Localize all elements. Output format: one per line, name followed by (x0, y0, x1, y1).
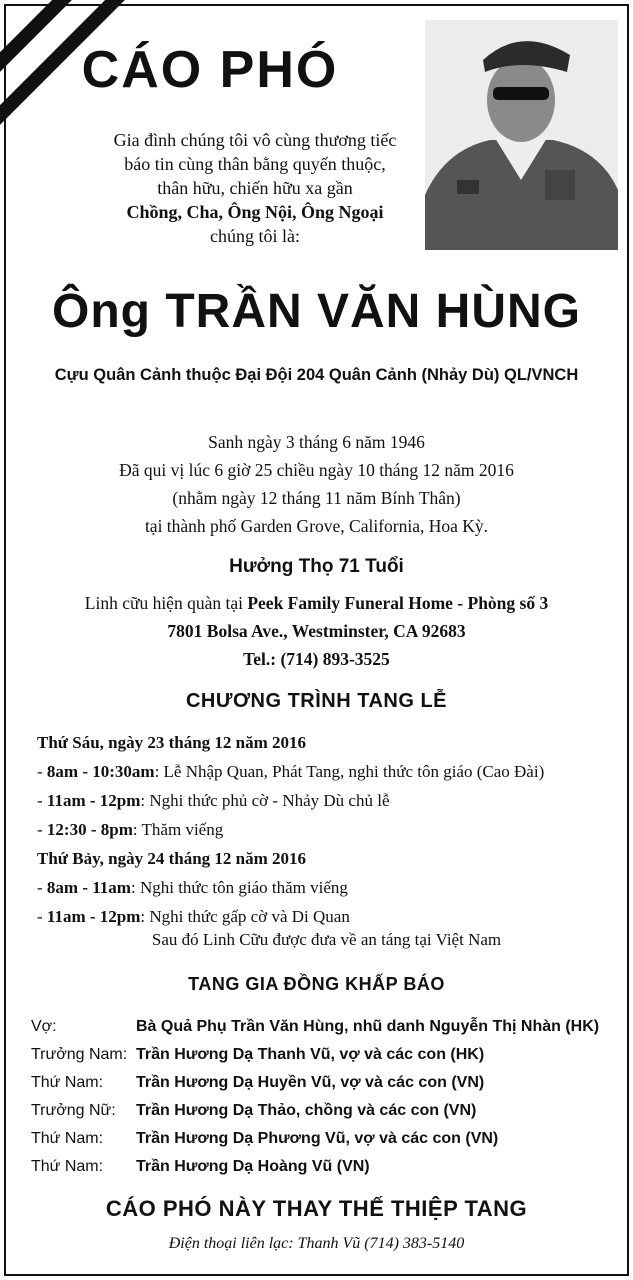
program-desc: : Lễ Nhập Quan, Phát Tang, nghi thức tôn giáo (Cao Đài) (154, 762, 545, 781)
page-title: CÁO PHÓ (81, 41, 339, 99)
program-day-2: Thứ Bảy, ngày 24 tháng 12 năm 2016 (37, 849, 307, 868)
footer-notice: CÁO PHÓ NÀY THAY THẾ THIỆP TANG (105, 1196, 528, 1221)
death-date: Đã qui vị lúc 6 giờ 25 chiều ngày 10 tháng 12 năm 2016 (119, 460, 514, 480)
deceased-service: Cựu Quân Cảnh thuộc Đại Đội 204 Quân Cảnh (Nhảy Dù) QL/VNCH (54, 366, 579, 384)
family-row (31, 1041, 599, 1069)
family-member: Trần Hương Dạ Phương Vũ, vợ và các con (VN) (136, 1130, 499, 1147)
program-time: 11am - 12pm (46, 791, 141, 810)
family-role: Trưởng Nam: (31, 1046, 128, 1063)
family-row (31, 1013, 599, 1041)
portrait-photo (425, 20, 618, 250)
viewing-block (0, 589, 633, 673)
birth-date: Sanh ngày 3 tháng 6 năm 1946 (208, 432, 425, 452)
family-role: Thứ Nam: (31, 1130, 104, 1147)
family-role: Thứ Nam: (31, 1074, 104, 1091)
family-row (31, 1069, 599, 1097)
viewing-venue-line (0, 589, 633, 617)
program-day-1: Thứ Sáu, ngày 23 tháng 12 năm 2016 (37, 733, 307, 752)
family-member: Trần Hương Dạ Hoàng Vũ (VN) (136, 1158, 370, 1175)
program-time: 12:30 - 8pm (46, 820, 133, 839)
program-desc: : Nghi thức tôn giáo thăm viếng (130, 878, 348, 897)
family-row (31, 1097, 599, 1125)
dates-block (0, 428, 633, 540)
deceased-name: Ông TRẦN VĂN HÙNG (52, 285, 581, 338)
death-place: tại thành phố Garden Grove, California, Hoa Kỳ. (144, 516, 489, 536)
program-item: - 8am - 10:30am: Lễ Nhập Quan, Phát Tang, nghi thức tôn giáo (Cao Đài) (37, 762, 545, 781)
intro-closing: chúng tôi là: (210, 226, 300, 246)
program-time: 11am - 12pm (46, 907, 141, 926)
family-member: Trần Hương Dạ Huyền Vũ, vợ và các con (VN) (136, 1074, 485, 1091)
program-desc: : Nghi thức gấp cờ và Di Quan (140, 907, 350, 926)
intro-line: thân hữu, chiến hữu xa gần (157, 178, 353, 198)
intro-line: Gia đình chúng tôi vô cùng thương tiếc (113, 130, 397, 150)
program-list (37, 728, 627, 931)
family-role: Vợ: (31, 1018, 57, 1035)
family-member: Bà Quả Phụ Trần Văn Hùng, nhũ danh Nguyễn Thị Nhàn (HK) (136, 1018, 600, 1035)
family-member: Trần Hương Dạ Thảo, chồng và các con (VN) (136, 1102, 477, 1119)
footer-contact: Điện thoại liên lạc: Thanh Vũ (714) 383-5140 (168, 1235, 465, 1252)
viewing-prefix: Linh cữu hiện quàn tại (84, 593, 248, 613)
family-member: Trần Hương Dạ Thanh Vũ, vợ và các con (HK) (136, 1046, 485, 1063)
family-role: Trưởng Nữ: (31, 1102, 116, 1119)
viewing-tel: Tel.: (714) 893-3525 (243, 649, 390, 669)
program-heading: CHƯƠNG TRÌNH TANG LỄ (185, 690, 448, 712)
intro-relations: Chồng, Cha, Ông Nội, Ông Ngoại (126, 202, 384, 222)
lunar-date: (nhằm ngày 12 tháng 11 năm Bính Thân) (172, 488, 461, 508)
portrait-image (425, 20, 618, 250)
family-row (31, 1153, 599, 1181)
program-desc: : Thăm viếng (132, 820, 224, 839)
program-item: - 12:30 - 8pm: Thăm viếng (37, 820, 224, 839)
program-item: - 11am - 12pm: Nghi thức gấp cờ và Di Quan (37, 907, 350, 926)
age-line: Hưởng Thọ 71 Tuổi (229, 556, 404, 577)
intro-text (90, 128, 420, 248)
program-desc: : Nghi thức phủ cờ - Nhảy Dù chủ lễ (140, 791, 390, 810)
family-list (31, 1013, 599, 1181)
program-item: - 8am - 11am: Nghi thức tôn giáo thăm viếng (37, 878, 348, 897)
viewing-address: 7801 Bolsa Ave., Westminster, CA 92683 (167, 621, 466, 641)
family-heading: TANG GIA ĐỒNG KHẤP BÁO (188, 974, 445, 994)
viewing-venue: Peek Family Funeral Home - Phòng số 3 (247, 593, 549, 613)
program-time: 8am - 11am (46, 878, 131, 897)
program-item: - 11am - 12pm: Nghi thức phủ cờ - Nhảy Dù chủ lễ (37, 791, 390, 810)
program-after: Sau đó Linh Cữu được đưa về an táng tại Việt Nam (151, 930, 502, 949)
program-time: 8am - 10:30am (46, 762, 155, 781)
family-role: Thứ Nam: (31, 1158, 104, 1175)
family-row (31, 1125, 599, 1153)
intro-line: báo tin cùng thân bằng quyến thuộc, (124, 154, 386, 174)
